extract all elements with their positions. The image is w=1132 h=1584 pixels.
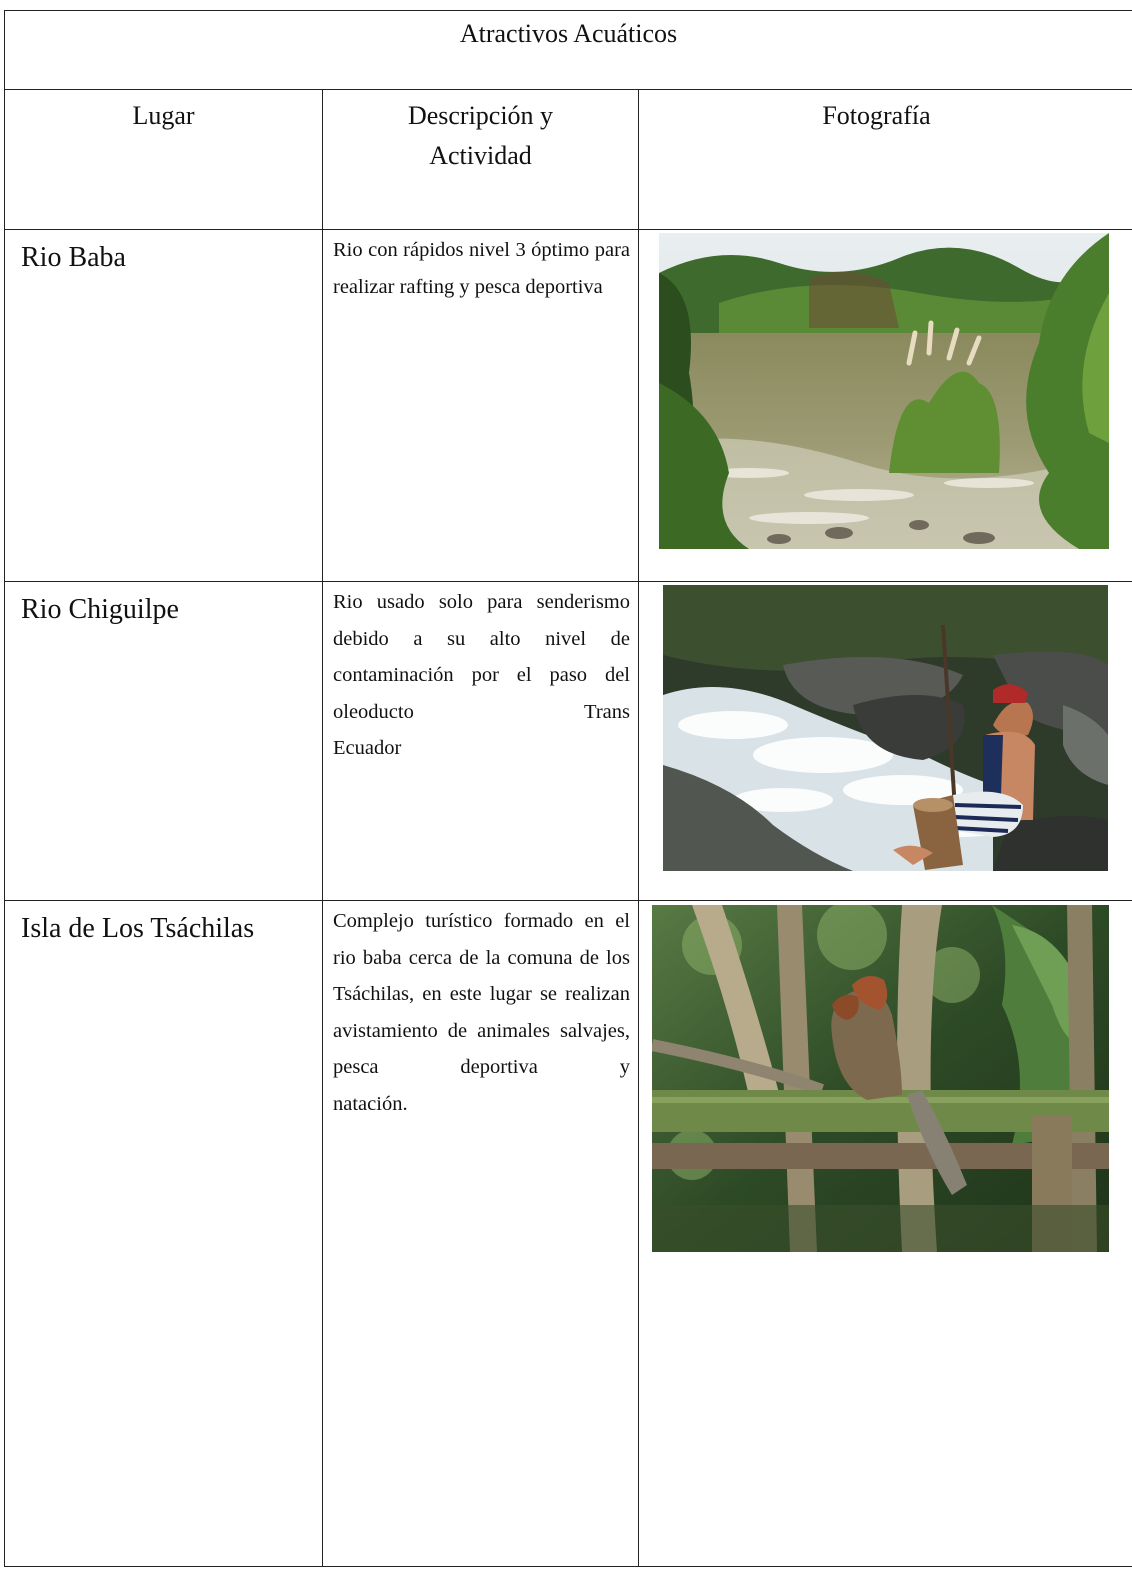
header-lugar — [5, 90, 323, 230]
description-cell — [323, 230, 639, 582]
description-cell — [323, 582, 639, 901]
place-description — [323, 901, 638, 1123]
place-description-last-line: natación. — [333, 1092, 408, 1115]
birds-on-bamboo-photo — [652, 905, 1109, 1252]
header-descripcion-line2: Actividad — [429, 141, 532, 170]
place-description — [323, 582, 638, 767]
place-name: Isla de Los Tsáchilas — [21, 913, 255, 944]
river-rapids-forest-photo — [659, 233, 1109, 549]
place-description-last-line: Ecuador — [333, 737, 402, 760]
header-descripcion-line1: Descripción y — [407, 101, 554, 130]
place-name: Rio Chiguilpe — [21, 594, 179, 625]
place-cell — [5, 230, 323, 582]
table-title-cell — [5, 11, 1132, 90]
place-description: Rio con rápidos nivel 3 óptimo para realizar rafting y pesca deportiva — [333, 239, 630, 298]
header-descripcion — [323, 90, 639, 230]
place-cell — [5, 582, 323, 901]
place-description-text: Complejo turístico formado en el rio baba cerca de la comuna de los Tsáchilas, en este lugar se realizan avistamiento de animales salvajes, pesca deportiva y — [333, 910, 630, 1079]
man-fishing-by-waterfall-photo — [663, 585, 1108, 871]
place-description-text: Rio usado solo para senderismo debido a su alto nivel de contaminación por el paso del oleoducto Trans — [333, 591, 630, 723]
table-title: Atractivos Acuáticos — [459, 19, 678, 48]
table-header-row — [5, 90, 1132, 230]
place-cell — [5, 901, 323, 1567]
table-title-row — [5, 11, 1132, 90]
header-fotografia-label: Fotografía — [822, 101, 931, 130]
place-name: Rio Baba — [21, 242, 126, 273]
header-lugar-label: Lugar — [132, 101, 195, 130]
description-cell — [323, 901, 639, 1567]
header-fotografia — [639, 90, 1132, 230]
